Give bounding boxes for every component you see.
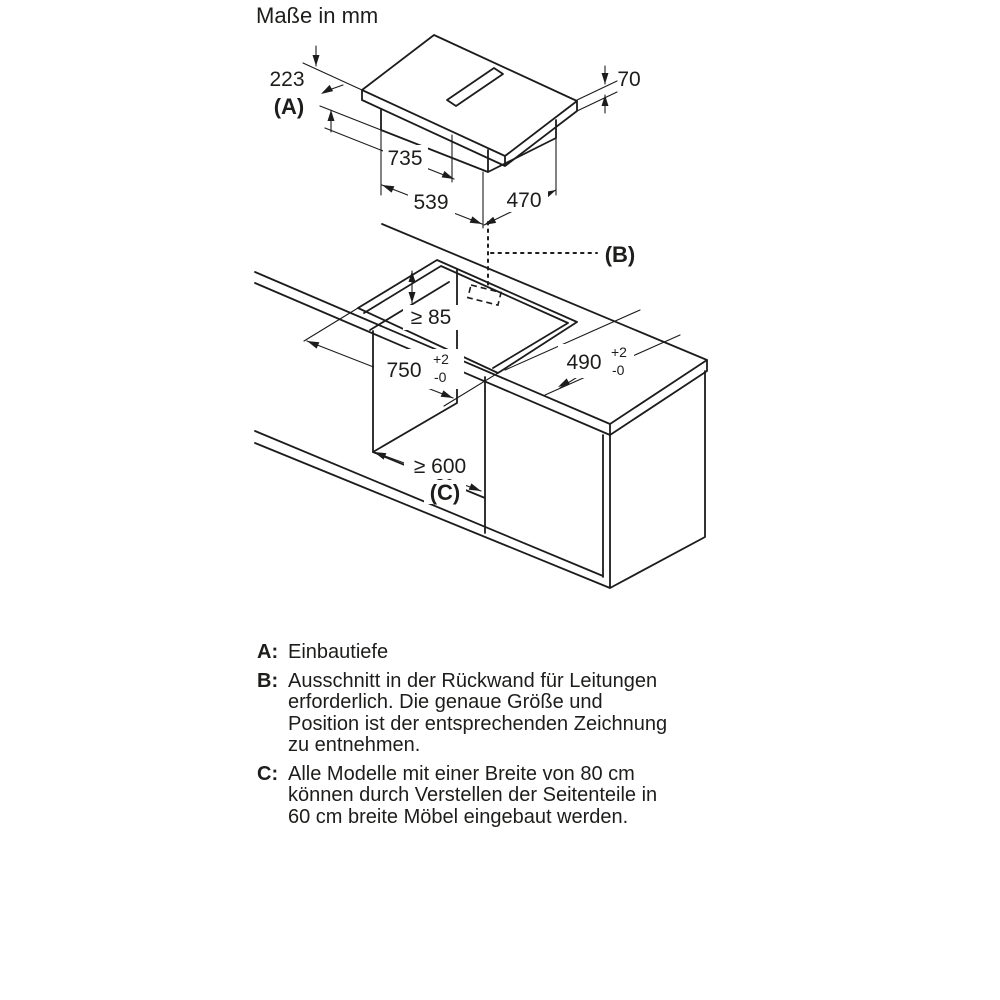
arrowhead bbox=[409, 292, 416, 303]
cabinet-view-diagram bbox=[255, 222, 707, 588]
page-title: Maße in mm bbox=[256, 3, 379, 28]
legend-text-line: können durch Verstellen der Seitenteile in bbox=[288, 784, 658, 806]
cabinet-width-label: (C) bbox=[429, 480, 461, 505]
arrowhead bbox=[469, 483, 481, 491]
legend-key-c: C: bbox=[257, 762, 279, 785]
dim-cutout-depth: 490 bbox=[566, 351, 602, 374]
legend-item-a bbox=[257, 642, 735, 664]
legend-item-b bbox=[257, 671, 735, 757]
dim-width-right: 470 bbox=[506, 189, 542, 212]
dim-reference-lines bbox=[303, 63, 617, 130]
rear-label: (B) bbox=[604, 242, 636, 267]
dim-width-left: 539 bbox=[413, 191, 449, 214]
dim-height-value: 70 bbox=[617, 68, 641, 91]
rear-wall-cutout-marker bbox=[468, 285, 501, 305]
legend-key-b: B: bbox=[257, 669, 279, 692]
arrowhead bbox=[602, 73, 609, 84]
dim-rear-clearance: ≥ 85 bbox=[410, 306, 452, 329]
dim-cutout-width: 750 bbox=[386, 359, 422, 382]
arrowhead bbox=[313, 55, 320, 66]
cabinet-body bbox=[255, 331, 705, 588]
arrowhead bbox=[484, 217, 496, 225]
dim-cutout-width-plus: +2 bbox=[433, 351, 449, 367]
dim-cutout-width-minus: -0 bbox=[434, 369, 447, 385]
legend-text-line: 60 cm breite Möbel eingebaut werden. bbox=[288, 805, 629, 828]
dim-cutout-depth-plus: +2 bbox=[611, 344, 627, 360]
arrowhead bbox=[441, 390, 453, 398]
dim-depth-value: 223 bbox=[269, 68, 305, 91]
legend-text-line: Einbautiefe bbox=[288, 641, 389, 663]
legend-text-line: erforderlich. Die genaue Größe und bbox=[288, 691, 603, 713]
dim-cutout-depth-minus: -0 bbox=[612, 362, 625, 378]
dim-cabinet-width: ≥ 600 bbox=[413, 455, 467, 478]
dim-extension-lines-top bbox=[381, 130, 556, 228]
arrowhead bbox=[321, 85, 333, 94]
legend-text-line: Alle Modelle mit einer Breite von 80 cm bbox=[288, 762, 635, 785]
legend-item-c bbox=[257, 764, 735, 829]
arrowhead bbox=[374, 452, 386, 460]
legend-key-a: A: bbox=[257, 641, 279, 663]
legend bbox=[257, 642, 735, 835]
arrowhead bbox=[470, 216, 482, 224]
legend-text-line: Ausschnitt in der Rückwand für Leitungen bbox=[288, 669, 658, 692]
dim-housing-width: 735 bbox=[387, 147, 423, 170]
legend-text-line: zu entnehmen. bbox=[288, 734, 421, 756]
arrowhead bbox=[307, 341, 319, 349]
legend-text-line: Position ist der entsprechenden Zeichnung bbox=[288, 712, 668, 735]
arrowhead bbox=[382, 185, 394, 193]
top-view-diagram bbox=[269, 35, 640, 228]
dim-depth-label: (A) bbox=[273, 94, 305, 119]
vent-slot bbox=[447, 68, 503, 106]
